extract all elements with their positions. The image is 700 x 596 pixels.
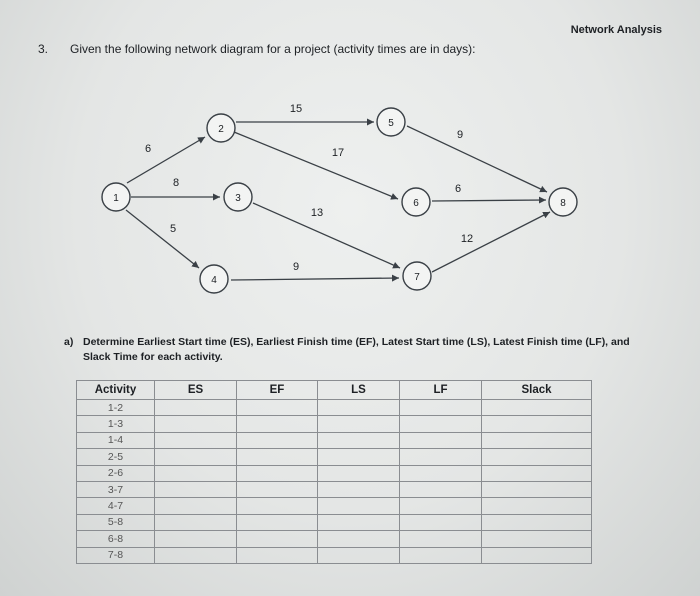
slack-cell[interactable] bbox=[482, 400, 592, 416]
table-row bbox=[77, 432, 592, 448]
activity-table bbox=[76, 380, 592, 564]
ef-cell[interactable] bbox=[237, 449, 318, 465]
node-8-label: 8 bbox=[560, 198, 566, 209]
header-es: ES bbox=[155, 381, 237, 400]
header-ls: LS bbox=[318, 381, 400, 400]
table-row bbox=[77, 481, 592, 497]
ef-cell[interactable] bbox=[237, 481, 318, 497]
slack-cell[interactable] bbox=[482, 449, 592, 465]
question-text: Given the following network diagram for a project (activity times are in days): bbox=[70, 42, 476, 56]
lf-cell[interactable] bbox=[400, 449, 482, 465]
edge-7-8 bbox=[432, 212, 550, 272]
activity-cell: 6-8 bbox=[77, 531, 155, 547]
ef-cell[interactable] bbox=[237, 514, 318, 530]
es-cell[interactable] bbox=[155, 432, 237, 448]
es-cell[interactable] bbox=[155, 449, 237, 465]
ls-cell[interactable] bbox=[318, 547, 400, 563]
ef-cell[interactable] bbox=[237, 432, 318, 448]
table-row bbox=[77, 514, 592, 530]
slack-cell[interactable] bbox=[482, 514, 592, 530]
activity-cell: 5-8 bbox=[77, 514, 155, 530]
header-title: Network Analysis bbox=[570, 24, 662, 36]
es-cell[interactable] bbox=[155, 531, 237, 547]
ls-cell[interactable] bbox=[318, 449, 400, 465]
edge-2-6 bbox=[234, 132, 398, 199]
table-row bbox=[77, 449, 592, 465]
activity-cell: 2-5 bbox=[77, 449, 155, 465]
ef-cell[interactable] bbox=[237, 547, 318, 563]
activity-cell: 4-7 bbox=[77, 498, 155, 514]
node-7-label: 7 bbox=[414, 272, 420, 283]
ls-cell[interactable] bbox=[318, 432, 400, 448]
activity-cell: 1-2 bbox=[77, 400, 155, 416]
edge-label-7-8: 12 bbox=[460, 233, 474, 245]
slack-cell[interactable] bbox=[482, 416, 592, 432]
part-a-label: a) bbox=[64, 336, 74, 348]
table-row bbox=[77, 531, 592, 547]
es-cell[interactable] bbox=[155, 416, 237, 432]
activity-cell: 2-6 bbox=[77, 465, 155, 481]
lf-cell[interactable] bbox=[400, 498, 482, 514]
lf-cell[interactable] bbox=[400, 432, 482, 448]
header-activity: Activity bbox=[77, 381, 155, 400]
lf-cell[interactable] bbox=[400, 514, 482, 530]
ef-cell[interactable] bbox=[237, 416, 318, 432]
part-a-text: Determine Earliest Start time (ES), Earliest Finish time (EF), Latest Start time (LS), Latest Finish time (LF), and Slack Time for each activity. bbox=[83, 336, 630, 363]
es-cell[interactable] bbox=[155, 465, 237, 481]
header-slack: Slack bbox=[482, 381, 592, 400]
ls-cell[interactable] bbox=[318, 514, 400, 530]
question-number: 3. bbox=[38, 42, 49, 56]
node-6-label: 6 bbox=[413, 198, 419, 209]
activity-cell: 1-4 bbox=[77, 432, 155, 448]
edge-label-5-8: 9 bbox=[456, 129, 464, 141]
slack-cell[interactable] bbox=[482, 481, 592, 497]
edge-6-8 bbox=[432, 200, 546, 201]
table-header-row bbox=[77, 381, 592, 400]
ef-cell[interactable] bbox=[237, 498, 318, 514]
lf-cell[interactable] bbox=[400, 531, 482, 547]
node-1-label: 1 bbox=[113, 193, 119, 204]
slack-cell[interactable] bbox=[482, 547, 592, 563]
lf-cell[interactable] bbox=[400, 547, 482, 563]
ls-cell[interactable] bbox=[318, 465, 400, 481]
node-4-label: 4 bbox=[211, 275, 217, 286]
node-2-label: 2 bbox=[218, 124, 224, 135]
edge-label-4-7: 9 bbox=[292, 261, 300, 273]
edge-label-2-5: 15 bbox=[289, 103, 303, 115]
ls-cell[interactable] bbox=[318, 498, 400, 514]
node-3-label: 3 bbox=[235, 193, 241, 204]
edge-label-1-2: 6 bbox=[144, 143, 152, 155]
edge-label-3-7: 13 bbox=[310, 207, 324, 219]
es-cell[interactable] bbox=[155, 498, 237, 514]
edge-label-1-3: 8 bbox=[172, 177, 180, 189]
activity-cell: 1-3 bbox=[77, 416, 155, 432]
ls-cell[interactable] bbox=[318, 416, 400, 432]
es-cell[interactable] bbox=[155, 547, 237, 563]
es-cell[interactable] bbox=[155, 514, 237, 530]
slack-cell[interactable] bbox=[482, 432, 592, 448]
ls-cell[interactable] bbox=[318, 531, 400, 547]
edge-4-7 bbox=[231, 278, 399, 280]
edge-1-2 bbox=[127, 137, 205, 183]
ls-cell[interactable] bbox=[318, 481, 400, 497]
slack-cell[interactable] bbox=[482, 531, 592, 547]
slack-cell[interactable] bbox=[482, 498, 592, 514]
edge-label-2-6: 17 bbox=[331, 147, 345, 159]
lf-cell[interactable] bbox=[400, 416, 482, 432]
table-row bbox=[77, 465, 592, 481]
edge-3-7 bbox=[253, 203, 400, 268]
edge-label-1-4: 5 bbox=[169, 223, 177, 235]
table-row bbox=[77, 498, 592, 514]
edge-label-6-8: 6 bbox=[454, 183, 462, 195]
table-row bbox=[77, 547, 592, 563]
node-5-label: 5 bbox=[388, 118, 394, 129]
table-row bbox=[77, 416, 592, 432]
activity-cell: 3-7 bbox=[77, 481, 155, 497]
slack-cell[interactable] bbox=[482, 465, 592, 481]
es-cell[interactable] bbox=[155, 400, 237, 416]
edge-5-8 bbox=[407, 126, 547, 192]
edge-1-4 bbox=[126, 210, 199, 268]
lf-cell[interactable] bbox=[400, 481, 482, 497]
header-lf: LF bbox=[400, 381, 482, 400]
ls-cell[interactable] bbox=[318, 400, 400, 416]
ef-cell[interactable] bbox=[237, 465, 318, 481]
ef-cell[interactable] bbox=[237, 400, 318, 416]
lf-cell[interactable] bbox=[400, 400, 482, 416]
ef-cell[interactable] bbox=[237, 531, 318, 547]
table-row bbox=[77, 400, 592, 416]
es-cell[interactable] bbox=[155, 481, 237, 497]
lf-cell[interactable] bbox=[400, 465, 482, 481]
activity-cell: 7-8 bbox=[77, 547, 155, 563]
header-ef: EF bbox=[237, 381, 318, 400]
